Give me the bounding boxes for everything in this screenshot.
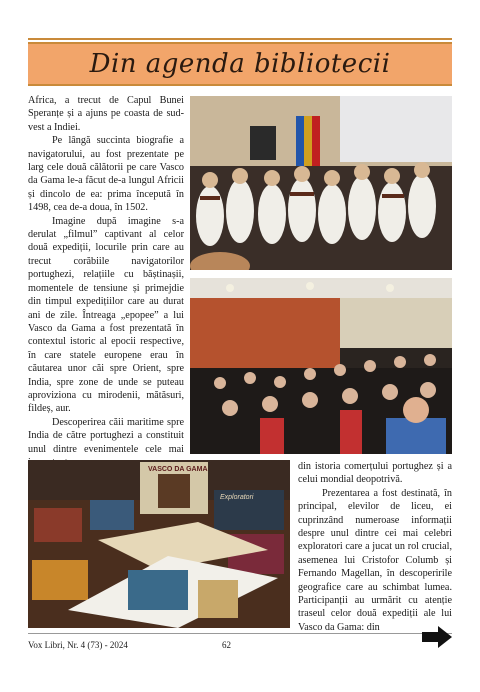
footer-rule [28,633,452,634]
publication-info: Vox Libri, Nr. 4 (73) - 2024 [28,640,128,650]
book-cover-subtitle: Exploratori [220,494,254,501]
header-rule-top [28,38,452,40]
photo-choir [190,96,452,270]
right-column-text [298,460,452,634]
book-cover-title: VASCO DA GAMA [148,466,208,473]
photo-book-exhibit [28,460,290,628]
paragraph: din istoria comerțului portughez și a celui mondial deopotrivă. [298,461,452,486]
photo-audience [190,278,452,454]
section-banner [28,42,452,86]
page-number: 62 [222,640,231,650]
left-column-text [28,94,184,469]
section-title: Din agenda bibliotecii [89,49,391,79]
paragraph: Descoperirea căii maritime spre India de către portughezi a constituit unul dintre evenimentele cele mai [28,416,184,455]
paragraph: Prezentarea a fost destinată, în principal, elevilor de liceu, ei cuprinzând numeroase informații despre unul dintre cei mai celebri exploratori care a jucat un rol crucial, asemenea lui Cristofor Columb și Fernando Magellan, în descoperirile geografice care au schimbat lumea. Participanții au urmărit cu atenție traseul celor două expediții ale lui Vasco da Gama: din [298,487,452,633]
paragraph: Imagine după imagine s-a derulat „filmul” captivant al celor două expediții, locurile prin care au trecut corăbiile navigatorilor portughezi, relațiile cu băștinașii, momentele de tensiune și primejdie din timpul expedițiilor care au durat ani de zile. Întreaga „epopee” a lui Vasco da Gama a fost prezentată în contextul istoric al epocii respective, în care statele europene erau în căutarea unor căi spre Orient, spre India, spre zone de unde se puteau aproviziona cu mirodenii, mătăsuri, fildeș, aur. [28,215,184,415]
paragraph: Africa, a trecut de Capul Bunei Speranțe și a ajuns pe coasta de sud-vest a Indiei. [28,95,184,133]
arrow-right-icon[interactable] [422,626,452,653]
paragraph: Pe lângă succinta biografie a navigatorului, au fost prezentate pe larg cele două călătorii pe care Vasco da Gama le-a făcut de-a lungul Africii și dincolo de ea: prima începută în 1498, cea de-a doua, în 1502. [28,135,184,214]
